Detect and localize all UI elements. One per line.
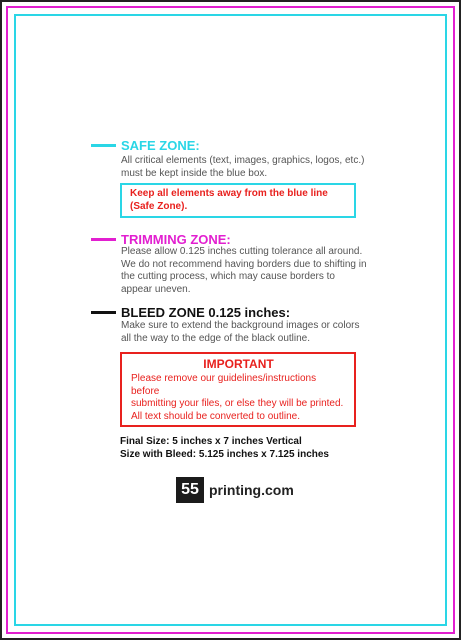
important-line: submitting your files, or else they will be printed.	[131, 398, 344, 409]
important-description	[131, 373, 346, 423]
important-notice	[120, 352, 356, 427]
safe-zone-line: All critical elements (text, images, graphics, logos, etc.)	[121, 155, 365, 166]
safe-zone-description	[121, 155, 381, 180]
bleed-zone-line: all the way to the edge of the black outline.	[121, 332, 311, 344]
safe-zone-marker	[91, 144, 116, 147]
bleed-zone-heading: BLEED ZONE 0.125 inches:	[121, 305, 291, 320]
bleed-zone-description	[121, 320, 381, 345]
trimming-zone-marker	[91, 238, 116, 241]
safe-zone-callout	[120, 183, 356, 218]
brand-logo	[176, 477, 294, 503]
bleed-size-text: Size with Bleed: 5.125 inches x 7.125 inches	[120, 449, 329, 460]
logo-number-badge: 55	[176, 477, 204, 503]
final-size-text: Final Size: 5 inches x 7 inches Vertical	[120, 436, 302, 447]
bleed-zone-marker	[91, 311, 116, 314]
size-info	[120, 435, 329, 461]
trimming-zone-line: appear uneven.	[121, 283, 191, 295]
safe-callout-line: Keep all elements away from the blue line	[130, 188, 328, 199]
important-line: All text should be converted to outline.	[131, 410, 300, 422]
trimming-zone-description	[121, 246, 383, 296]
safe-zone-heading: SAFE ZONE:	[121, 138, 200, 153]
logo-wordmark: printing.com	[209, 482, 294, 498]
important-title: IMPORTANT	[203, 357, 274, 371]
trimming-zone-heading: TRIMMING ZONE:	[121, 232, 231, 247]
important-line: Please remove our guidelines/instructions before	[131, 373, 317, 397]
safe-callout-line: (Safe Zone).	[130, 200, 188, 212]
bleed-zone-line: Make sure to extend the background images or colors	[121, 320, 360, 331]
safe-zone-line: must be kept inside the blue box.	[121, 167, 268, 179]
trimming-zone-line: the cutting process, which may cause borders to	[121, 271, 335, 282]
trimming-zone-line: Please allow 0.125 inches cutting tolerance all around.	[121, 246, 363, 257]
trimming-zone-line: We do not recommend having borders due to shifting in	[121, 258, 367, 270]
